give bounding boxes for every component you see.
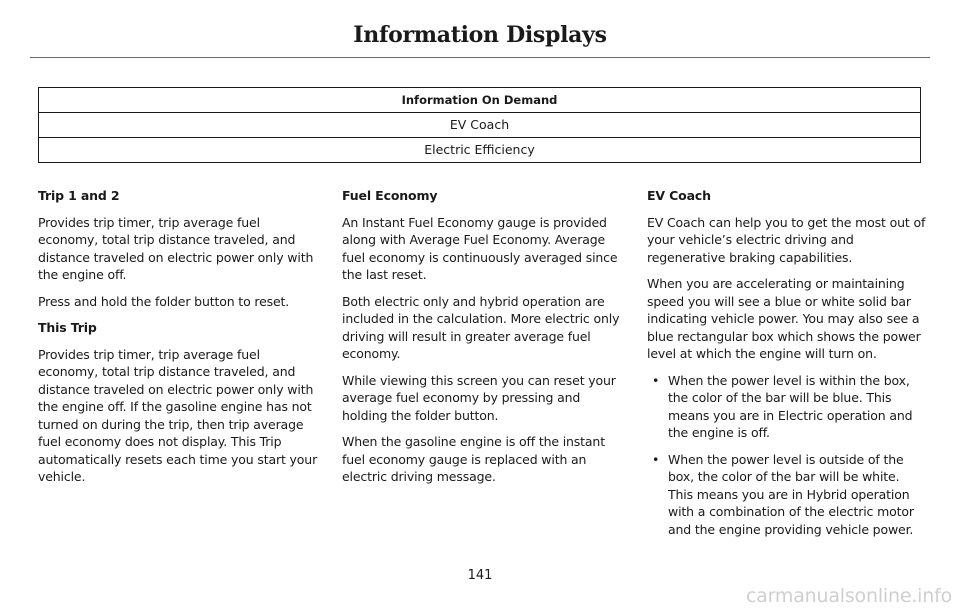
- header-divider: [30, 57, 930, 58]
- paragraph-trip-reset: Press and hold the folder button to reset.: [38, 293, 290, 309]
- list-item: [647, 372, 927, 442]
- table-cell-electric-efficiency: Electric Efficiency: [39, 138, 921, 163]
- page-number: 141: [467, 568, 493, 583]
- heading-this-trip: This Trip: [38, 320, 97, 335]
- watermark-text: carmanualsonline.info: [745, 585, 952, 607]
- heading-fuel-economy: Fuel Economy: [342, 188, 438, 203]
- bullet-icon: •: [652, 451, 660, 467]
- heading-trip-1-and-2: Trip 1 and 2: [38, 188, 120, 203]
- table-heading: Information On Demand: [39, 88, 921, 113]
- bullet-icon: •: [652, 372, 660, 388]
- ev-coach-bullet-list: [647, 372, 927, 539]
- paragraph-fuel-economy-gauge: An Instant Fuel Economy gauge is provided along with Average Fuel Economy. Average fuel economy is continuously averaged since the last reset.: [342, 214, 618, 282]
- paragraph-this-trip: Provides trip timer, trip average fuel economy, total trip distance traveled, and distance traveled on electric power only with the engine off. If the gasoline engine has not turned on during the trip, then trip average fuel economy does not display. This Trip automatically resets each time you start your vehicle.: [38, 346, 318, 484]
- column-fuel-economy: [342, 187, 624, 495]
- paragraph-ev-coach-intro: EV Coach can help you to get the most out of your vehicle’s electric driving and regenerative braking capabilities.: [647, 214, 926, 265]
- table-cell-ev-coach: EV Coach: [39, 113, 921, 138]
- heading-ev-coach: EV Coach: [647, 188, 711, 203]
- information-on-demand-table: [38, 87, 921, 163]
- page-header-title: Information Displays: [353, 22, 607, 48]
- table-header-row: [39, 88, 921, 113]
- list-item: [647, 451, 927, 539]
- paragraph-fuel-economy-reset: While viewing this screen you can reset your average fuel economy by pressing and holding the folder button.: [342, 372, 616, 423]
- paragraph-fuel-economy-calculation: Both electric only and hybrid operation are included in the calculation. More electric only driving will result in greater average fuel economy.: [342, 293, 620, 361]
- column-trip: [38, 187, 320, 495]
- paragraph-ev-coach-power-bar: When you are accelerating or maintaining speed you will see a blue or white solid bar indicating vehicle power. You may also see a blue rectangular box which shows the power level at which the engine will turn on.: [647, 276, 921, 361]
- list-item-text: When the power level is outside of the box, the color of the bar will be white. This means you are in Hybrid operation with a combination of the electric motor and the engine providing vehicle power.: [668, 451, 914, 537]
- list-item-text: When the power level is within the box, the color of the bar will be blue. This means you are in Electric operation and the engine is off.: [668, 372, 913, 440]
- paragraph-electric-driving-message: When the gasoline engine is off the instant fuel economy gauge is replaced with an electric driving message.: [342, 434, 605, 484]
- table-row: [39, 138, 921, 163]
- column-ev-coach: [647, 187, 927, 547]
- table-row: [39, 113, 921, 138]
- paragraph-trip-1-and-2: Provides trip timer, trip average fuel economy, total trip distance traveled, and distance traveled on electric power only with the engine off.: [38, 214, 314, 282]
